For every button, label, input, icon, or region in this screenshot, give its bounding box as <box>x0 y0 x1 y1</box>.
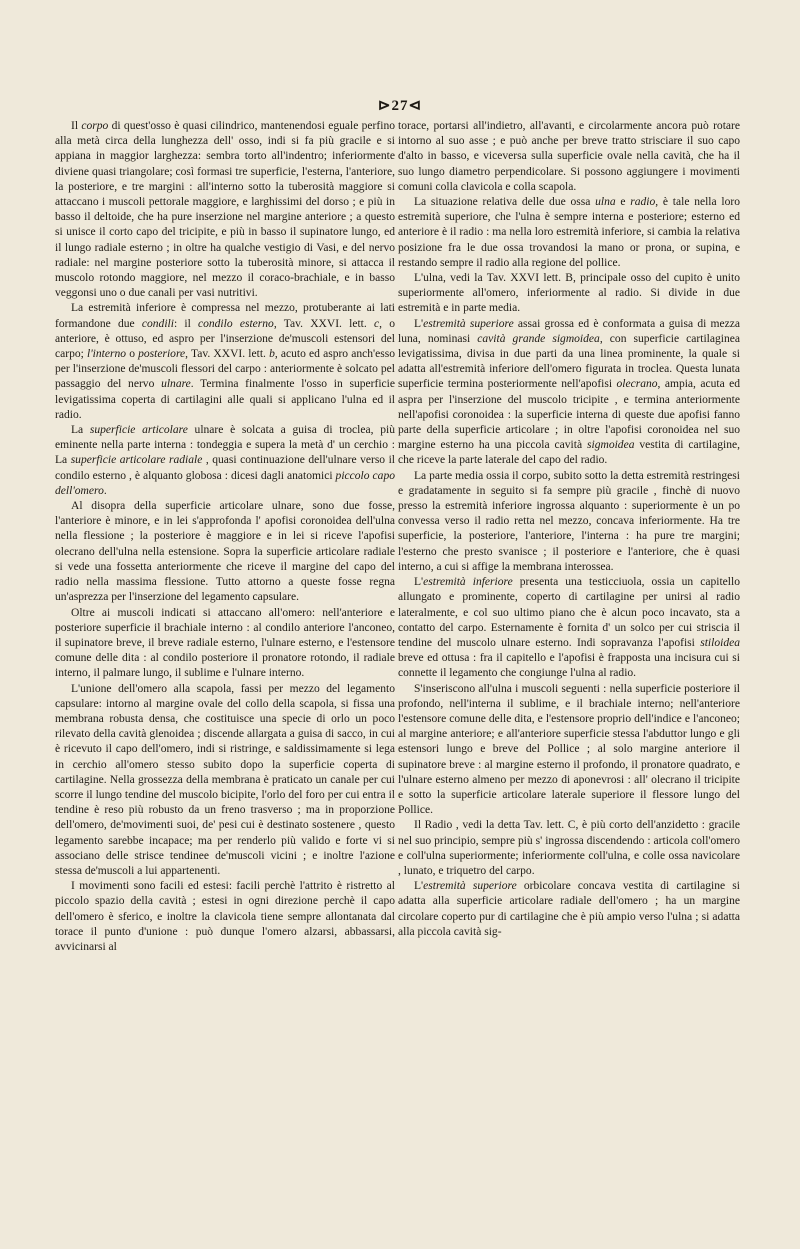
paragraph <box>398 119 740 195</box>
text-run: presenta una testicciuola, ossia un capitello allungato e prominente, coperto di cartilagine per unirsi al radio lateralmente, e col suo ultimo piano che è alcun poco incavato, sta a contatto del carpo. Esternamente è fornita d' un solco per cui striscia il tendine del muscolo ulnare esterno. Indi sopravanza l'apofisi <box>398 576 740 649</box>
italic-term: stiloidea <box>700 636 740 649</box>
text-run: breve ed ottusa : fra il capitello e l'apofisi è frapposta una incisura cui si connette il legamento che congiunge l'ulna al radio. <box>398 652 740 680</box>
text-run: Il <box>71 120 82 132</box>
italic-term: superficie articolare radiale <box>70 454 203 467</box>
text-run: La situazione relativa delle due ossa <box>414 196 596 209</box>
text-run: Il Radio , vedi la detta Tav. lett. C, è più corto dell'anzidetto : gracile nel suo principio, sempre più s' ingrossa discendendo : articola coll'omero e coll'ulna superiormente; inferiormente coll'ulna, e colle ossa navicolare , lunato, e triquetro del carpo. <box>398 819 740 877</box>
paragraph <box>55 499 395 605</box>
paragraph <box>55 301 395 423</box>
text-run: L' <box>414 576 424 589</box>
text-run: L'ulna, vedi la Tav. XXVI lett. B, principale osso del cupito è unito superiormente all'omero, inferiormente al radio. Si divide in due estremità e in parte media. <box>398 272 740 315</box>
italic-term: sigmoidea <box>587 439 635 452</box>
text-run: , con superficie cartilaginea levigatissima, divisa in due parti da una linea prominente, la quale si adatta all'estremità inferiore dell'omero figurata in troclea. Questa lunata superficie termina posteriormente nell'apofisi <box>398 332 740 391</box>
text-run: di quest'osso è quasi cilindrico, mantenendosi eguale perfino alla metà circa della lunghezza dell' osso, indi si fa più gracile e si appiana in maggior larghezza: sembra torto all'indentro; inferiormente diviene quasi triangolare; così formasi tre superficie, l'esterna, l'anteriore, la posteriore, e tre margini : all'interno sotto la tuberosità maggiore si attaccano i muscoli pettorale maggiore, e larghissimi del dorso ; e più in basso il deltoide, che ha pure inserzione nel margine anteriore ; a questo si unisce il corto capo del tricipite, e più in basso il supinatore lungo, ed il lungo radiale esterno ; in oltre ha qualche vestigio di Vasi, e del nervo radiale: nel margine posteriore sotto la tuberosità minore, si attacca il muscolo rotondo maggiore, nel mezzo il coraco-brachiale, e in basso veggonsi uno o due canali per vasi nutritivi. <box>55 120 395 300</box>
right-text-column <box>398 119 740 940</box>
italic-term: l'interno <box>87 348 127 361</box>
italic-term: ulnare <box>161 378 191 391</box>
italic-term: posteriore <box>138 348 186 361</box>
text-run: La estremità inferiore è compressa nel mezzo, protuberante ai lati formandone due <box>55 302 395 330</box>
text-run: L' <box>414 880 424 893</box>
text-run: I movimenti sono facili ed estesi: facili perchè l'attrito è ristretto al piccolo spazio della cavità ; estesi in ogni direzione perchè il capo dell'omero è sferico, e inoltre la clavicola tiene sempre allontanata dal torace il punto d'unione : può dunque l'omero alzarsi, abbassarsi, avvicinarsi al <box>55 880 395 953</box>
text-run: assai grossa ed è conformata a guisa di mezza luna, nominasi <box>398 317 740 345</box>
paragraph <box>55 682 395 880</box>
text-run: L'unione dell'omero alla scapola, fassi per mezzo del legamento capsulare: intorno al margine ovale del collo della scapola, si fissa una membrana robusta densa, che costituisce una specie di orlo un poco rilevato della cavità glenoidea ; discende allargata a guisa di sacco, in cui è ricevuto il capo dell'omero, indi si ristringe, e saldissimamente si lega in cerchio all'omero stesso subito dopo la superficie coperta di cartilagine. Nella grossezza della membrana è praticato un canale per cui scorre il lungo tendine del muscolo bicipite, l'orlo del foro per cui entra il tendine è reso più robusto da un freno trasverso ; ma in proporzione dell'omero, de'movimenti suoi, de' pesi cui è destinato sostenere , questo legamento sarebbe incapace; ma per renderlo più valido e forte vi si associano delle strisce tendinee de'muscoli vicini ; e inoltre l'azione stessa de'muscoli a lui appartenenti. <box>55 682 395 877</box>
paragraph <box>398 818 740 879</box>
italic-term: estremità inferiore <box>423 576 513 589</box>
text-run: Al disopra della superficie articolare ulnare, sono due fosse, l'anteriore è minore, e in lei s'approfonda l' apofisi coronoidea dell'ulna nella flessione ; la posteriore è maggiore e in lei si riceve l'apofisi olecrano dell'ulna nella estensione. Sopra la superficie articolare radiale si vede una fossetta anteriormente che riceve il margine del capo del radio nella massima flessione. Tutto attorno a queste fosse regna un'asprezza per l'inserzione del legamento capsulare. <box>55 500 395 604</box>
italic-term: cavità grande sigmoidea <box>477 332 600 345</box>
italic-term: condili <box>141 317 174 330</box>
text-run: L' <box>414 317 424 330</box>
text-run: , Tav. XXVI. lett. <box>273 317 374 330</box>
text-run: La <box>71 424 90 437</box>
text-run: orbicolare concava vestita di cartilagine si adatta alla superficie articolare radiale dell'omero ; ha un margine circolare coperto pur di cartilagine che è più ampio verso l'ulna ; si adatta alla piccola cavità sig- <box>398 880 740 938</box>
page-number-header: ⊳27⊲ <box>377 98 423 114</box>
left-text-column <box>55 119 395 955</box>
paragraph <box>398 195 740 271</box>
text-run: S'inseriscono all'ulna i muscoli seguenti : nella superficie posteriore il profondo, nell'interna il sublime, e il brachiale interno; nell'anteriore l'estensore comune delle dita, e l'estensore proprio dell'indice e l'anconeo; al margine anteriore; e all'anteriore superficie stessa l'abduttor lungo e gli estensori lungo e breve del Pollice ; al solo margine anteriore il supinatore breve : al margine esterno il profondo, il pronatore quadrato, e l'ulnare esterno almeno per mezzo di aponevrosi : all' olecrano il tricipite e sotto la superficie articolare laterale superiore il flessore lungo del Pollice. <box>398 682 740 817</box>
italic-term: radio <box>630 196 656 209</box>
text-run: Oltre ai muscoli indicati si attaccano all'omero: nell'anteriore e posteriore superficie il brachiale interno : al condilo anteriore l'anconeo, il supinatore breve, il breve radiale esterno, l'ulnare esterno, e l'estensore comune delle dita : al condilo posteriore il pronatore rotondo, il radiale interno, il palmare lungo, il sublime e l'ulnare interno. <box>55 606 395 680</box>
text-run: , Tav. XXVI. lett. <box>185 348 270 361</box>
paragraph <box>398 682 740 819</box>
text-run: , ampia, acuta ed aspra per l'inserzione del muscolo tricipite , e termina anteriormente nell'apofisi coronoidea : la superficie interna di queste due apofisi fanno parte della superficie articolare ; in oltre l'apofisi coronoidea nel suo margine esterno ha una piccola cavità <box>398 378 741 452</box>
text-run: o <box>126 348 139 361</box>
text-run: . Termina finalmente l'osso in superficie levigatissima coperta di cartilagini alle quali si applicano l'ulna ed il radio. <box>55 378 395 421</box>
paragraph <box>55 606 395 682</box>
text-run: , quasi continuazione dell'ulnare verso il condilo esterno , è alquanto globosa : dicesi dagli anatomici <box>55 454 395 482</box>
italic-term: b <box>269 348 275 361</box>
paragraph <box>398 317 740 469</box>
text-run: ulnare è solcata a guisa di troclea, più eminente nella parte interna : tondeggia e supera la metà d' un cerchio : La <box>55 424 395 467</box>
text-run: vestita di cartilagine, che riceve la parte laterale del capo del radio. <box>398 439 740 467</box>
paragraph <box>398 575 740 681</box>
italic-term: corpo <box>81 120 109 132</box>
paragraph <box>398 469 740 575</box>
italic-term: piccolo capo dell'omero <box>55 469 395 497</box>
italic-term: condilo esterno <box>197 317 274 330</box>
paragraph <box>55 423 395 499</box>
text-run: , o anteriore, è ottuso, ed aspro per l'inserzione de'muscoli estensori del carpo; <box>55 317 395 361</box>
italic-term: superficie articolare <box>89 424 188 437</box>
italic-term: olecrano <box>616 378 658 391</box>
italic-term: estremità superiore <box>423 880 517 893</box>
italic-term: estremità superiore <box>423 317 514 330</box>
text-run: e <box>615 196 631 209</box>
text-run: La parte media ossia il corpo, subito sotto la detta estremità restringesi e gradatamente in seguito si fa sempre più gracile , finchè di nuovo presso la estremità inferiore ingrossa alquanto : superiormente è un po convessa verso il radio retta nel mezzo, concava inferiormente. Ha tre superficie, la posteriore, l'anteriore, l'interna : ha pure tre margini; l'esterno che presto svanisce ; il posteriore e l'anteriore, che è quasi interno, a cui si affige la membrana interossea. <box>398 469 740 573</box>
text-run: , acuto ed aspro anch'esso per l'inserzione de'muscoli flessori del carpo : anteriormente è solcato pel passaggio del nervo <box>55 348 395 391</box>
paragraph <box>398 879 740 940</box>
italic-term: ulna <box>595 196 616 209</box>
italic-term: c <box>373 317 380 330</box>
text-run: : il <box>173 317 198 330</box>
text-run: , è tale nella loro estremità superiore, che l'ulna è sempre interna e posteriore; esterno ed anteriore è il radio : ma nella loro estremità inferiore, si cambia la relativa posizione fra le due ossa trovandosi la mano or prona, or supina, e restando sempre il radio alla regione del pollice. <box>398 196 740 269</box>
text-run: torace, portarsi all'indietro, all'avanti, e circolarmente ancora può rotare intorno al suo asse ; e può anche per breve tratto strisciare il suo capo d'alto in basso, e viceversa sulla superficie ovale nella cavità, che ha il suo lungo diametro perpendicolare. Si possono aggiungere i movimenti comuni colla clavicola e colla scapola. <box>398 120 740 193</box>
paragraph <box>398 271 740 317</box>
text-run: . <box>103 484 107 497</box>
paragraph <box>55 119 395 301</box>
paragraph <box>55 879 395 955</box>
